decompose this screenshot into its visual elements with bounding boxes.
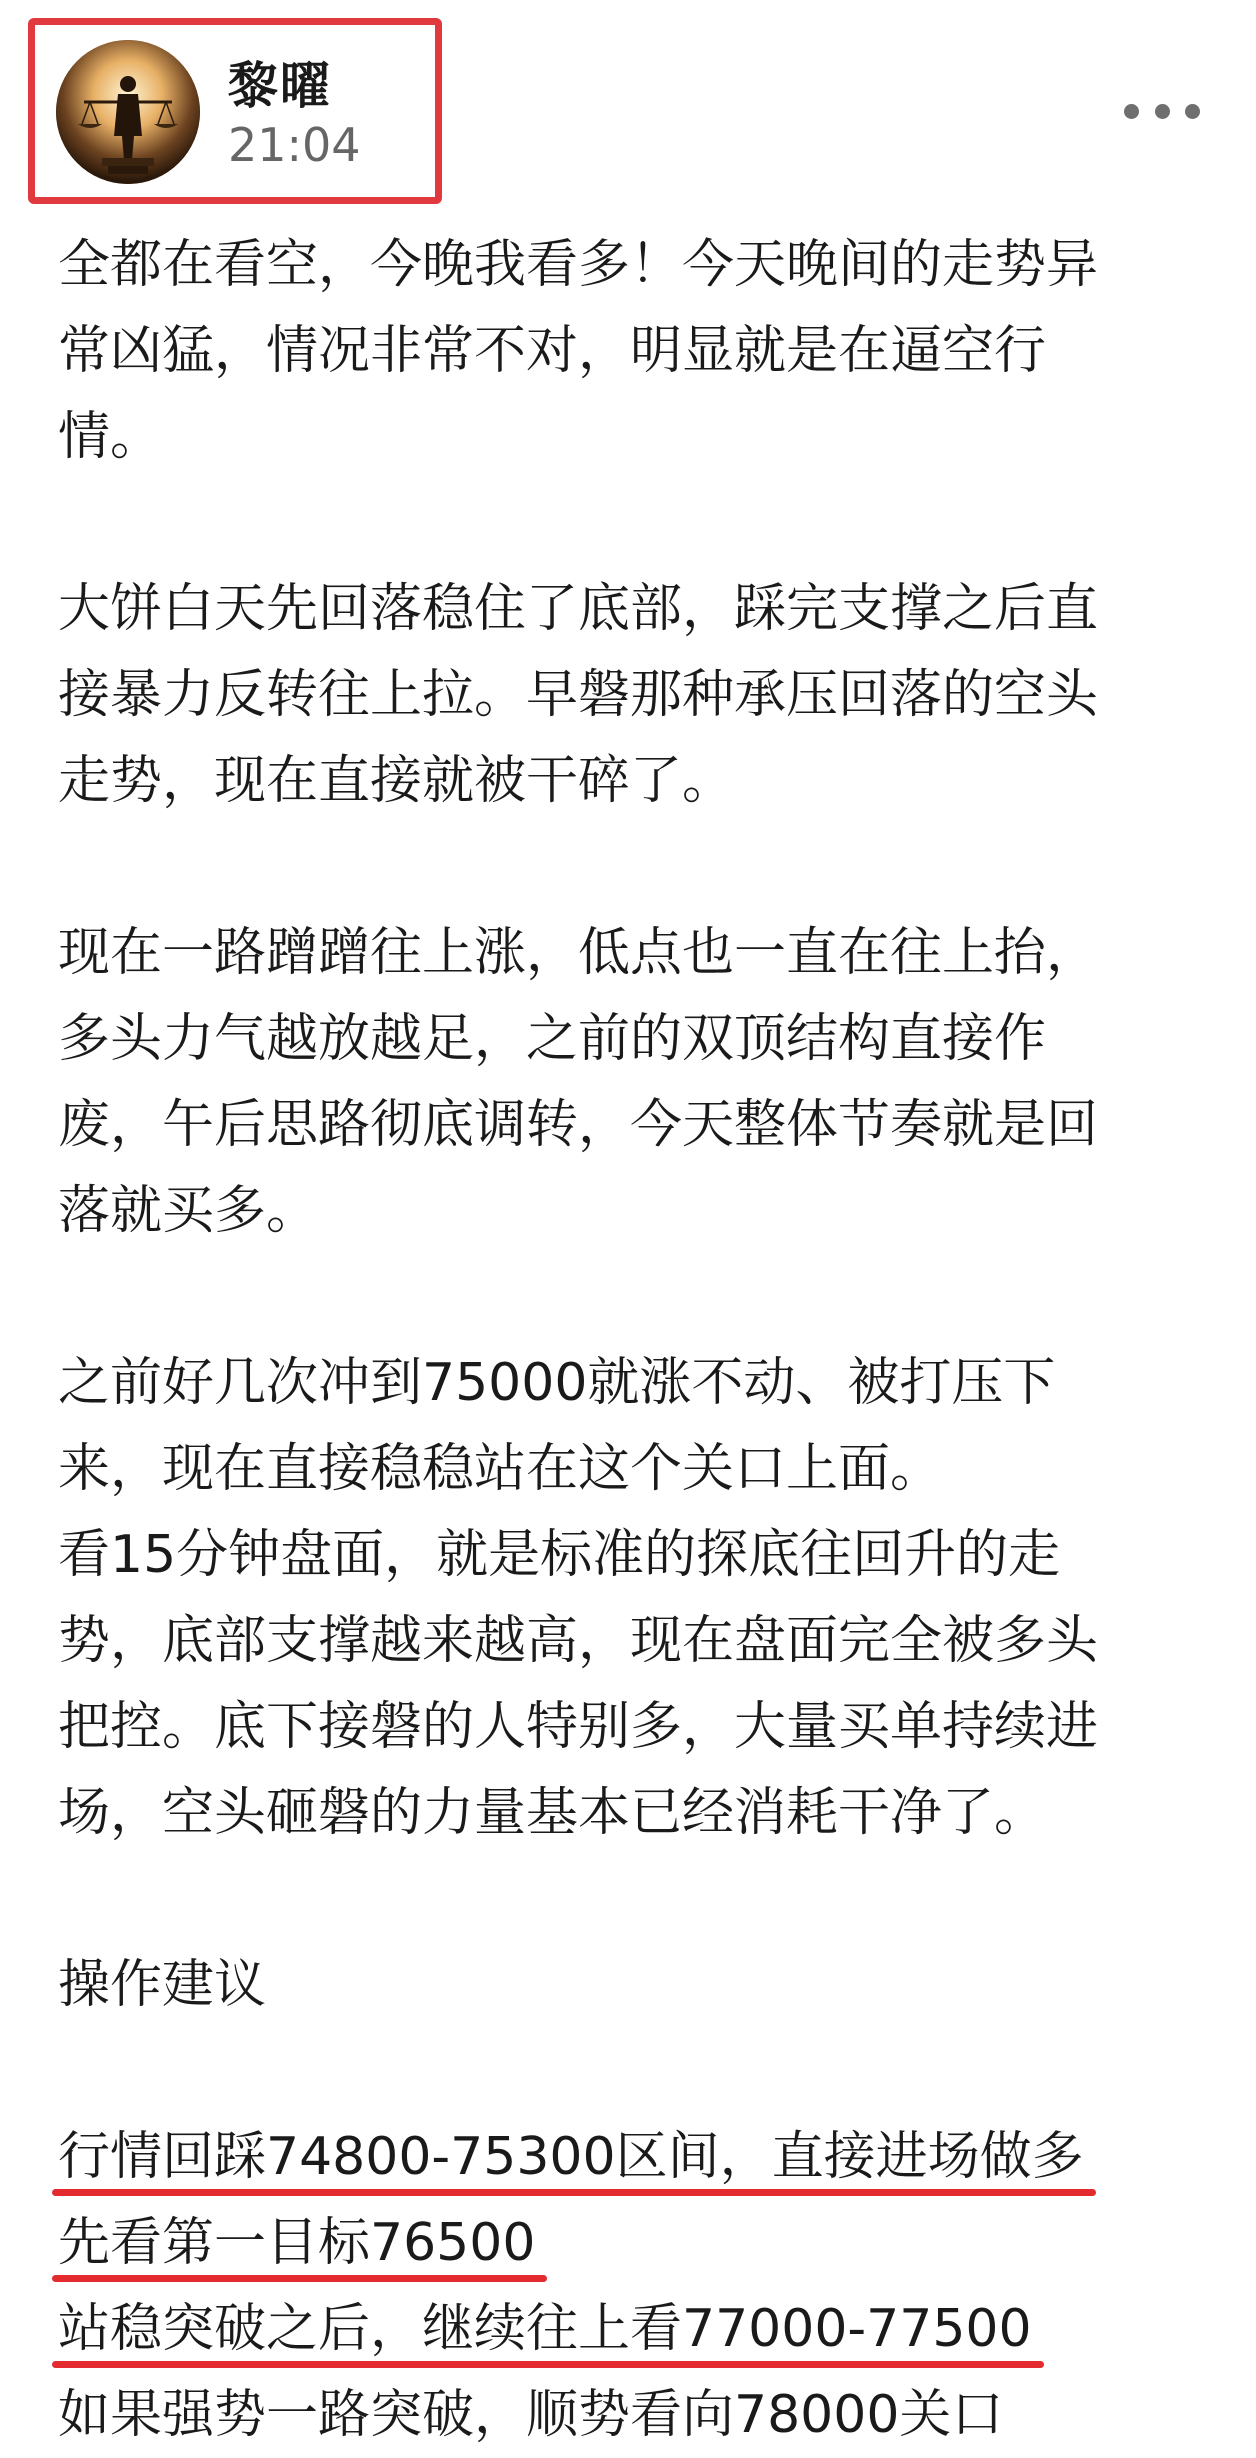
paragraph-spacer	[58, 480, 1208, 566]
advice-heading	[58, 1942, 1208, 2028]
paragraph-spacer	[58, 824, 1208, 910]
paragraph-spacer	[58, 1856, 1208, 1942]
more-dot-icon	[1155, 104, 1170, 119]
advice-line-entry	[58, 2114, 1208, 2200]
text-line: 废，午后思路彻底调转，今天整体节奏就是回	[58, 1095, 1099, 1155]
text-line: 场，空头砸磐的力量基本已经消耗干净了。	[58, 1783, 1047, 1843]
advice-list	[58, 2114, 1208, 2458]
post-header	[0, 0, 1256, 220]
text-line: 多头力气越放越足，之前的双顶结构直接作	[58, 1009, 1047, 1069]
text-line: 操作建议	[58, 1955, 267, 2015]
text-line: 来，现在直接稳稳站在这个关口上面。	[58, 1439, 943, 1499]
text-line: 之前好几次冲到75000就涨不动、被打压下	[58, 1353, 1056, 1413]
post-body	[58, 222, 1208, 2458]
advice-line-breakout	[58, 2286, 1208, 2372]
author-name[interactable]: 黎曜	[228, 57, 332, 115]
text-line: 把控。底下接磐的人特别多，大量买单持续进	[58, 1697, 1099, 1757]
advice-line-extended: 如果强势一路突破，顺势看向78000关口	[58, 2385, 1004, 2445]
paragraph-spacer	[58, 2028, 1208, 2114]
text-line: 看15分钟盘面，就是标准的探底往回升的走	[58, 1525, 1061, 1585]
more-dot-icon	[1185, 104, 1200, 119]
paragraph-spacer	[58, 1254, 1208, 1340]
text-line: 落就买多。	[58, 1181, 319, 1241]
paragraph-4	[58, 1340, 1208, 1856]
text-line: 接暴力反转往上拉。早磐那种承压回落的空头	[58, 665, 1099, 725]
post-time: 21:04	[228, 118, 361, 172]
advice-line-underlined: 站稳突破之后，继续往上看77000-77500	[58, 2286, 1032, 2372]
paragraph-1	[58, 222, 1208, 480]
author-avatar[interactable]	[56, 40, 200, 184]
advice-line-underlined: 先看第一目标76500	[58, 2200, 535, 2286]
text-line: 情。	[58, 407, 163, 467]
advice-line-target	[58, 2200, 1208, 2286]
paragraph-3	[58, 910, 1208, 1254]
paragraph-2	[58, 566, 1208, 824]
text-line: 现在一路蹭蹭往上涨，低点也一直在往上抬，	[58, 923, 1099, 983]
text-line: 走势，现在直接就被干碎了。	[58, 751, 735, 811]
advice-line-underlined: 行情回踩74800-75300区间，直接进场做多	[58, 2114, 1084, 2200]
text-line: 常凶猛，情况非常不对，明显就是在逼空行	[58, 321, 1047, 381]
text-line: 势，底部支撑越来越高，现在盘面完全被多头	[58, 1611, 1099, 1671]
text-line: 全都在看空，今晚我看多！今天晚间的走势异	[58, 235, 1099, 295]
more-options-button[interactable]	[1124, 96, 1200, 126]
avatar-figure-icon	[56, 40, 200, 184]
text-line: 大饼白天先回落稳住了底部，踩完支撑之后直	[58, 579, 1099, 639]
more-dot-icon	[1124, 104, 1139, 119]
